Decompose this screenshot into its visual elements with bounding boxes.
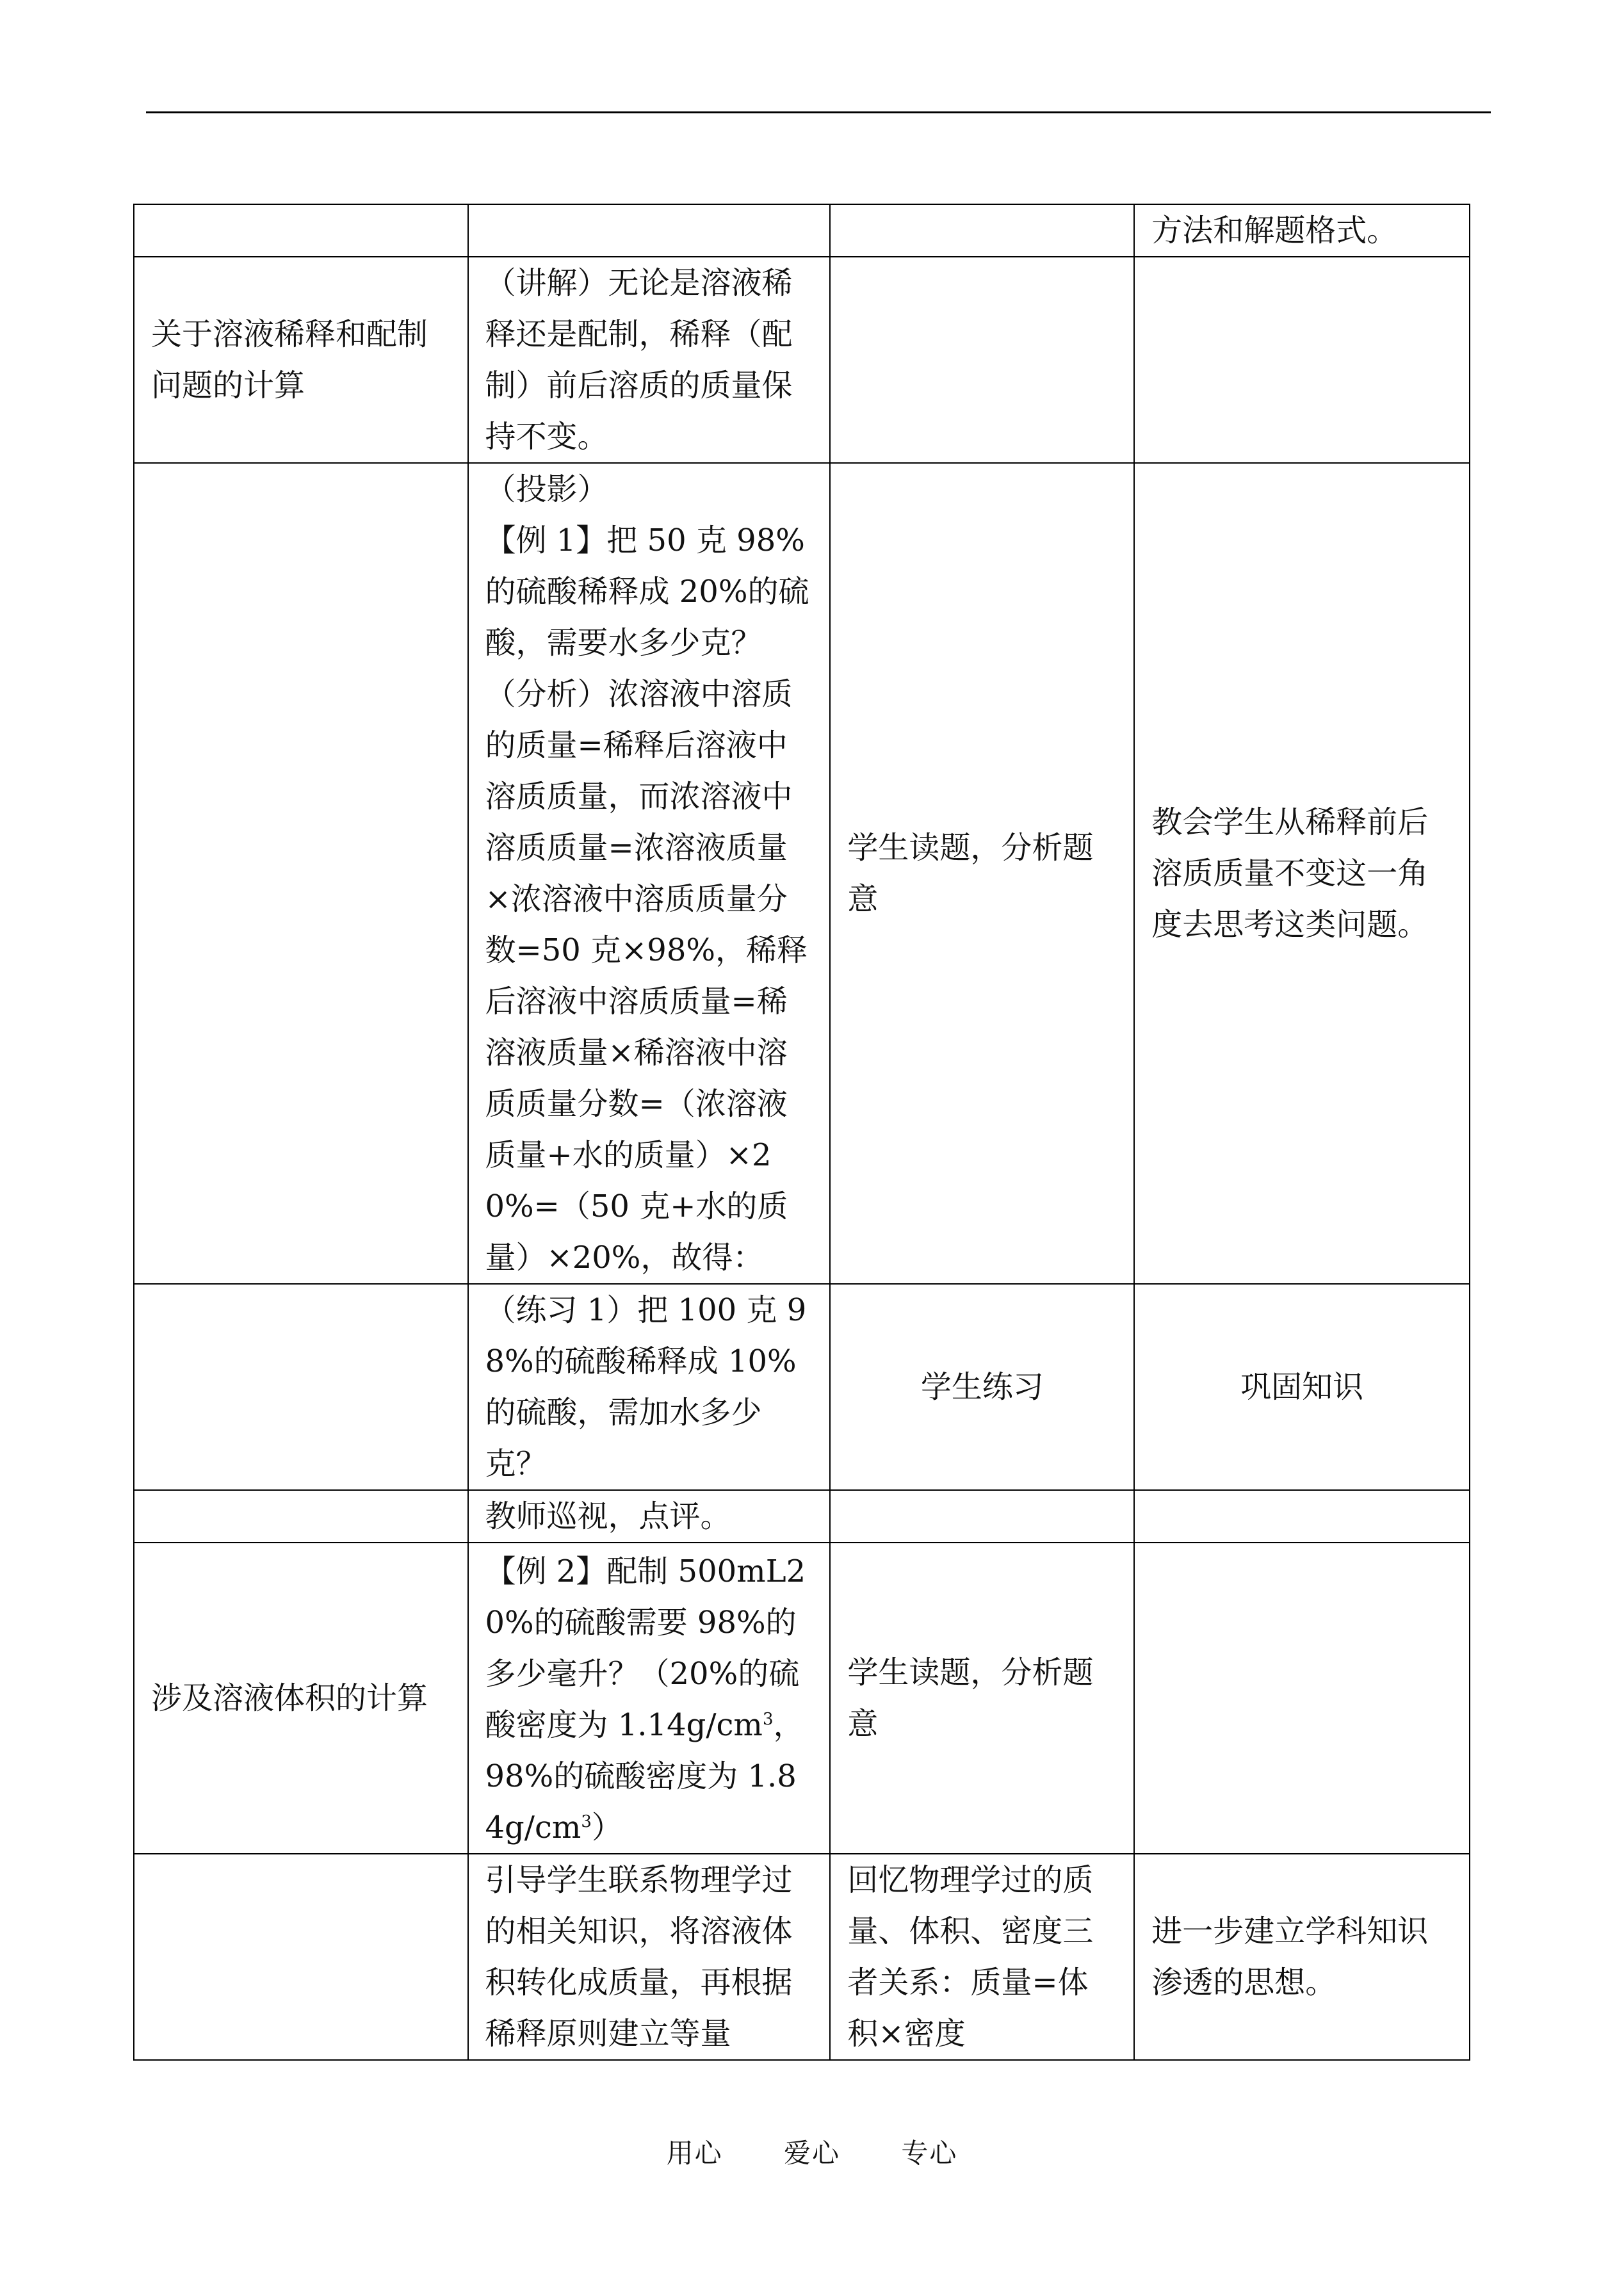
cell-topic — [134, 1284, 468, 1490]
superscript: 3 — [581, 1812, 592, 1831]
header-rule — [146, 111, 1491, 113]
example-2-text-a: 【例 2】配制 500mL20%的硫酸需要 98%的多少毫升？（20%的硫酸密度为 1.14g/cm — [485, 1553, 806, 1743]
cell-design-intent: 方法和解题格式。 — [1134, 204, 1470, 257]
table-row — [134, 1284, 1470, 1490]
cell-design-intent: 进一步建立学科知识渗透的思想。 — [1134, 1854, 1470, 2060]
cell-topic — [134, 1854, 468, 2060]
cell-teacher-activity: 引导学生联系物理学过的相关知识，将溶液体积转化成质量，再根据稀释原则建立等量 — [468, 1854, 831, 2060]
footer-word: 专心 — [901, 2137, 958, 2169]
footer-word: 用心 — [666, 2137, 723, 2169]
table-row — [134, 463, 1470, 1284]
cell-design-intent: 巩固知识 — [1134, 1284, 1470, 1490]
table-row — [134, 1854, 1470, 2060]
cell-design-intent — [1134, 257, 1470, 463]
table-row — [134, 1543, 1470, 1854]
table-row — [134, 204, 1470, 257]
cell-student-activity — [830, 257, 1134, 463]
cell-student-activity: 学生练习 — [830, 1284, 1134, 1490]
page-footer — [0, 2132, 1624, 2171]
cell-design-intent — [1134, 1543, 1470, 1854]
example-1-analysis: （分析）浓溶液中溶质的质量=稀释后溶液中溶质质量，而浓溶液中溶质质量=浓溶液质量×浓溶液中溶质质量分数=50 克×98%，稀释后溶液中溶质质量=稀溶液质量×稀溶液中溶质质量分数=（浓溶液质量+水的质量）×20%=（50 克+水的质量）×20%，故得： — [485, 676, 808, 1276]
cell-teacher-activity: （讲解）无论是溶液稀释还是配制，稀释（配制）前后溶质的质量保持不变。 — [468, 257, 831, 463]
cell-topic — [134, 204, 468, 257]
cell-student-activity — [830, 204, 1134, 257]
cell-design-intent — [1134, 1490, 1470, 1543]
cell-topic — [134, 463, 468, 1284]
example-2-text-c: ） — [591, 1810, 622, 1845]
projection-label: （投影） — [485, 471, 608, 507]
cell-student-activity: 学生读题，分析题意 — [830, 463, 1134, 1284]
table-row — [134, 1490, 1470, 1543]
cell-topic: 关于溶液稀释和配制问题的计算 — [134, 257, 468, 463]
footer-word: 爱心 — [783, 2137, 840, 2169]
cell-design-intent: 教会学生从稀释前后溶质质量不变这一角度去思考这类问题。 — [1134, 463, 1470, 1284]
cell-student-activity: 回忆物理学过的质量、体积、密度三者关系：质量=体积×密度 — [830, 1854, 1134, 2060]
cell-teacher-activity: （练习 1）把 100 克 98%的硫酸稀释成 10%的硫酸，需加水多少克？ — [468, 1284, 831, 1490]
cell-teacher-activity — [468, 463, 831, 1284]
table-row — [134, 257, 1470, 463]
superscript: 3 — [762, 1710, 774, 1729]
cell-teacher-activity: 教师巡视，点评。 — [468, 1490, 831, 1543]
example-1-question: 【例 1】把 50 克 98%的硫酸稀释成 20%的硫酸，需要水多少克？ — [485, 523, 809, 661]
cell-student-activity — [830, 1490, 1134, 1543]
cell-teacher-activity — [468, 1543, 831, 1854]
cell-topic: 涉及溶液体积的计算 — [134, 1543, 468, 1854]
lesson-plan-table — [133, 204, 1470, 2061]
cell-student-activity: 学生读题，分析题意 — [830, 1543, 1134, 1854]
cell-topic — [134, 1490, 468, 1543]
cell-teacher-activity — [468, 204, 831, 257]
example-2-text-b: ，98%的硫酸密度为 1.84g/cm — [485, 1707, 804, 1845]
